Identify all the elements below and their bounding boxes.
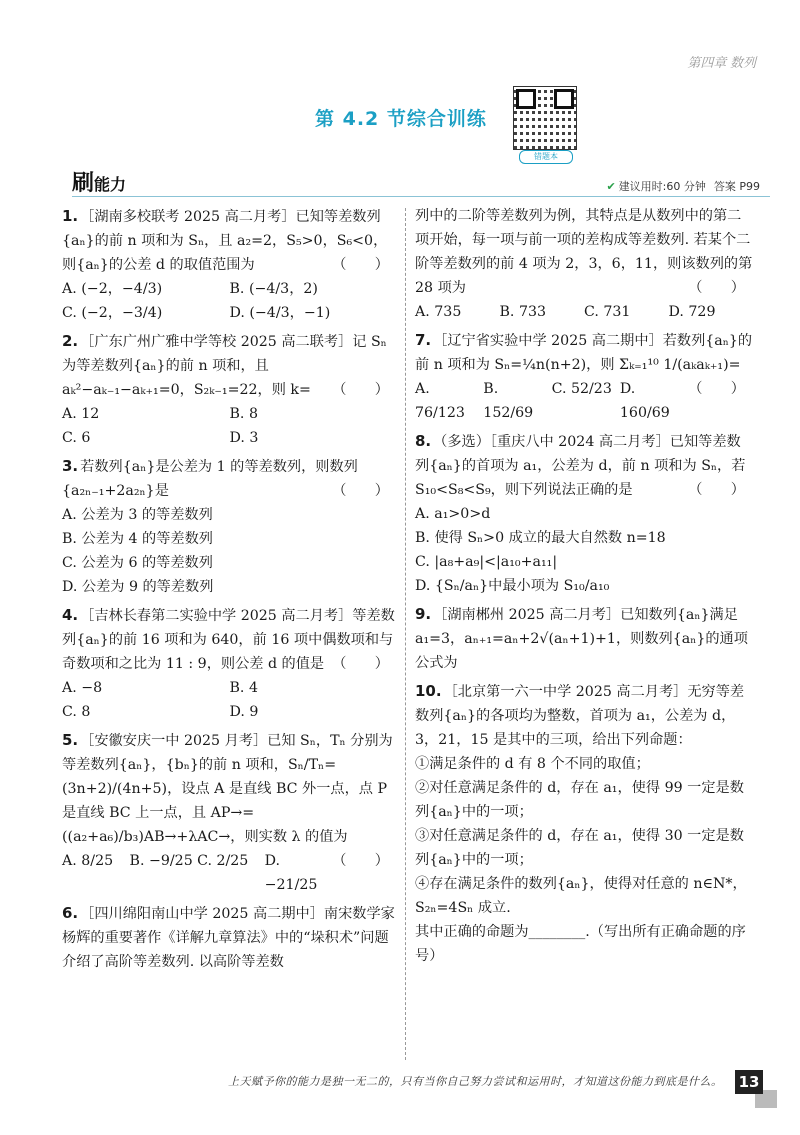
option[interactable]: B. 152/69	[483, 381, 534, 421]
option[interactable]: ②对任意满足条件的 d，存在 a₁，使得 99 一定是数列{aₙ}中的一项；	[415, 780, 744, 820]
question-stem	[415, 602, 753, 675]
question-stem	[415, 204, 753, 300]
brand-heading	[72, 166, 126, 197]
option[interactable]: C. (−2，−3/4)	[62, 305, 163, 321]
left-column	[62, 204, 397, 978]
question	[415, 602, 753, 675]
option[interactable]: C. 6	[62, 430, 91, 446]
question-text: ［广东广州广雅中学等校 2025 高二联考］记 Sₙ 为等差数列{aₙ}的前 n 项和，且 aₖ²−aₖ₋₁−aₖ₊₁=0，S₂ₖ₋₁=22，则 k=	[62, 334, 387, 398]
suggest-time-text: 建议用时:60 分钟	[618, 180, 706, 193]
question-stem	[62, 603, 397, 676]
question-number: 2.	[62, 332, 79, 350]
question-text: ［吉林长春第二实验中学 2025 高二月考］等差数列{aₙ}的前 16 项和为 640，前 16 项中偶数项和与奇数项和之比为 11 : 9，则公差 d 的值是	[62, 608, 395, 672]
option[interactable]: A. 12	[62, 406, 100, 422]
answer-paren[interactable]: （ ）	[688, 482, 745, 498]
question	[62, 454, 397, 599]
question-number: 4.	[62, 606, 79, 624]
brand-big: 刷	[72, 171, 95, 196]
option[interactable]: B. 公差为 4 的等差数列	[62, 531, 213, 547]
question	[62, 204, 397, 325]
options	[62, 676, 397, 724]
section-title: 第 4.2 节综合训练	[315, 108, 487, 130]
question-number: 3.	[62, 457, 79, 475]
option[interactable]: D. 729	[668, 304, 716, 320]
option[interactable]: B. 4	[229, 680, 258, 696]
question-stem	[62, 901, 397, 974]
answer-paren[interactable]: （ ）	[332, 382, 389, 398]
question	[62, 603, 397, 724]
suggested-time	[606, 178, 760, 194]
question	[415, 679, 753, 968]
question-text: 列中的二阶等差数列为例，其特点是从数列中的第二项开始，每一项与前一项的差构成等差数列. 若某个二阶等差数列的前 4 项为 2，3，6，11，则该数列的第 28 项为	[415, 208, 753, 296]
question	[415, 429, 753, 598]
option[interactable]: D. 公差为 9 的等差数列	[62, 579, 214, 595]
option[interactable]: C. 52/23	[551, 381, 612, 397]
option[interactable]: B. (−4/3，2)	[229, 281, 318, 297]
question	[62, 901, 397, 974]
options	[415, 300, 753, 324]
page-number: 13	[735, 1070, 763, 1094]
option[interactable]: A. 76/123	[415, 381, 465, 421]
option[interactable]: A. 公差为 3 的等差数列	[62, 507, 213, 523]
option[interactable]: B. 733	[499, 304, 547, 320]
option[interactable]: D. {Sₙ/aₙ}中最小项为 S₁₀/a₁₀	[415, 578, 610, 594]
option[interactable]: C. 公差为 6 的等差数列	[62, 555, 213, 571]
question-number: 7.	[415, 331, 432, 349]
footer-quote: 上天赋予你的能力是独一无二的，只有当你自己努力尝试和运用时，才知道这份能力到底是什么。	[228, 1075, 723, 1088]
option[interactable]: B. 8	[229, 406, 258, 422]
options	[415, 502, 753, 598]
answer-paren[interactable]: （ ）	[332, 483, 389, 499]
qr-label: 错题本	[519, 150, 573, 164]
question-text: ［四川绵阳南山中学 2025 高二期中］南宋数学家杨辉的重要著作《详解九章算法》中的“垛积术”问题介绍了高阶等差数列. 以高阶等差数	[62, 906, 395, 970]
qr-code-icon[interactable]	[513, 86, 577, 150]
option[interactable]: D. (−4/3，−1)	[229, 305, 331, 321]
question-text: ［北京第一六一中学 2025 高二月考］无穷等差数列{aₙ}的各项均为整数，首项为 a₁，公差为 d，3，21，15 是其中的三项，给出下列命题：	[415, 684, 745, 748]
question-stem	[62, 454, 397, 503]
option[interactable]: D. −21/25	[264, 853, 318, 893]
answer-paren[interactable]: （ ）	[688, 280, 745, 296]
question-stem	[415, 429, 753, 502]
question	[62, 728, 397, 897]
question	[415, 328, 753, 425]
answer-paren[interactable]: （ ）	[332, 257, 389, 273]
option[interactable]: A. −8	[62, 680, 103, 696]
answer-paren[interactable]: （ ）	[332, 656, 389, 672]
option[interactable]: A. 735	[415, 304, 462, 320]
question	[415, 204, 753, 324]
options	[62, 277, 397, 325]
option[interactable]: B. −9/25	[129, 853, 193, 869]
question-text: 若数列{aₙ}是公差为 1 的等差数列，则数列{a₂ₙ₋₁+2a₂ₙ}是	[62, 459, 358, 499]
option[interactable]: C. 731	[584, 304, 631, 320]
question-number: 8.	[415, 432, 432, 450]
options	[415, 377, 688, 425]
brand-small: 能力	[94, 175, 127, 194]
options	[62, 402, 397, 450]
column-divider	[405, 208, 406, 1060]
chapter-label: 第四章 数列	[687, 55, 756, 70]
options	[62, 503, 397, 599]
question-text: （多选）［重庆八中 2024 高二月考］已知等差数列{aₙ}的首项为 a₁，公差为 d，前 n 项和为 Sₙ，若 S₁₀<S₈<S₉，则下列说法正确的是	[415, 434, 746, 498]
option[interactable]: D. 3	[229, 430, 259, 446]
options	[415, 752, 753, 968]
question-text: ［湖南郴州 2025 高二月考］已知数列{aₙ}满足 a₁=3，aₙ₊₁=aₙ+2√(aₙ+1)+1，则数列{aₙ}的通项公式为	[415, 607, 748, 671]
check-icon: ✔	[606, 180, 616, 193]
question-stem	[62, 329, 397, 402]
option[interactable]: ①满足条件的 d 有 8 个不同的取值；	[415, 756, 650, 772]
option[interactable]: B. 使得 Sₙ>0 成立的最大自然数 n=18	[415, 530, 666, 546]
question-stem	[62, 204, 397, 277]
question	[62, 329, 397, 450]
question-text: ［安徽安庆一中 2025 月考］已知 Sₙ，Tₙ 分别为等差数列{aₙ}，{bₙ}的前 n 项和，Sₙ/Tₙ=(3n+2)/(4n+5)，设点 A 是直线 BC 外一点，点 P 是直线 BC 上一点，且 AP→=((a₂+a₆)/b₃)AB→+λAC→，则实数 λ 的值为	[62, 733, 393, 845]
brand-divider	[72, 196, 770, 197]
option[interactable]: A. (−2，−4/3)	[62, 281, 163, 297]
option[interactable]: A. 8/25	[62, 853, 114, 869]
question-number: 6.	[62, 904, 79, 922]
option[interactable]: D. 9	[229, 704, 259, 720]
right-column	[415, 204, 753, 972]
question-number: 10.	[415, 682, 442, 700]
question-number: 9.	[415, 605, 432, 623]
option[interactable]: A. a₁>0>d	[415, 506, 491, 522]
option[interactable]: C. 2/25	[197, 853, 249, 869]
option[interactable]: C. 8	[62, 704, 91, 720]
option[interactable]: ③对任意满足条件的 d，存在 a₁，使得 30 一定是数列{aₙ}中的一项；	[415, 828, 744, 868]
question-number: 1.	[62, 207, 79, 225]
question-text: ［辽宁省实验中学 2025 高二期中］若数列{aₙ}的前 n 项和为 Sₙ=¼n(n+2)，则 Σₖ₌₁¹⁰ 1/(aₖaₖ₊₁)=	[415, 333, 753, 373]
question-stem	[415, 679, 753, 752]
question-text: ［湖南多校联考 2025 高二月考］已知等差数列{aₙ}的前 n 项和为 Sₙ，且 a₂=2，S₅>0，S₆<0，则{aₙ}的公差 d 的取值范围为	[62, 209, 388, 273]
question-number: 5.	[62, 731, 79, 749]
option[interactable]: 其中正确的命题为________.（写出所有正确命题的序号）	[415, 924, 746, 964]
options	[62, 849, 332, 897]
option[interactable]: C. |a₈+a₉|<|a₁₀+a₁₁|	[415, 554, 558, 570]
answer-paren[interactable]: （ ）	[332, 853, 389, 869]
option[interactable]: ④存在满足条件的数列{aₙ}，使得对任意的 n∈N*，S₂ₙ=4Sₙ 成立.	[415, 876, 747, 916]
answer-paren[interactable]: （ ）	[688, 381, 745, 397]
option[interactable]: D. 160/69	[619, 381, 670, 421]
answer-ref: 答案 P99	[713, 180, 760, 193]
